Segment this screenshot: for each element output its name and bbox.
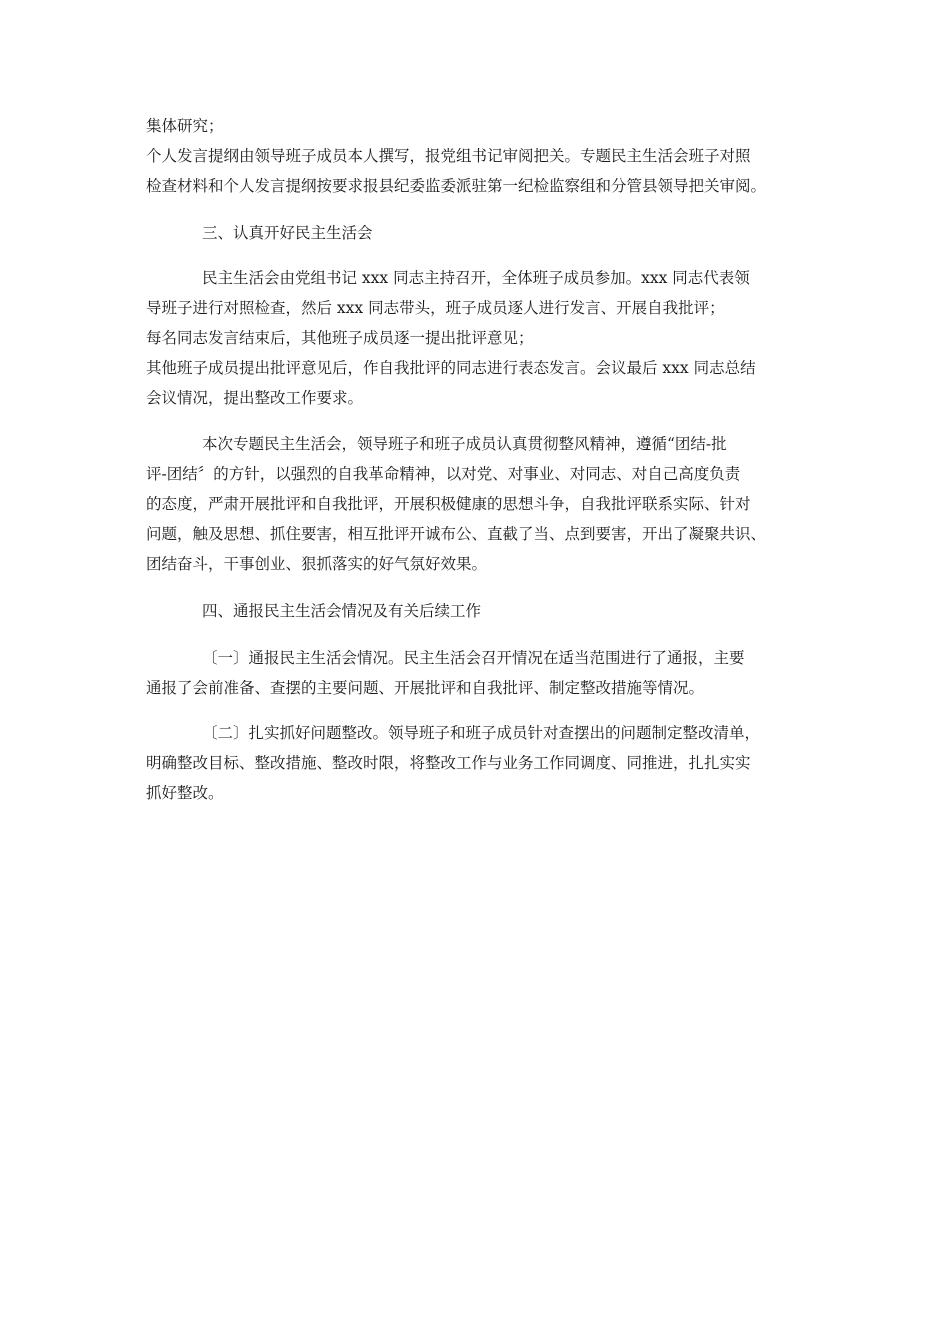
text-line: 集体研究；	[146, 117, 224, 135]
text-line: 会议情况，提出整改工作要求。	[146, 389, 364, 407]
section-heading-3	[146, 218, 818, 248]
text-line: 团结奋斗，干事创业、狠抓落实的好气氛好效果。	[146, 555, 488, 573]
heading-text: 四、通报民主生活会情况及有关后续工作	[202, 602, 482, 620]
text-line: 的态度，严肃开展批评和自我批评，开展积极健康的思想斗争，自我批评联系实际、针对	[146, 495, 751, 513]
text-line: 通报了会前准备、查摆的主要问题、开展批评和自我批评、制定整改措施等情况。	[146, 679, 705, 697]
paragraph-summary	[146, 429, 818, 579]
text-line: 问题，触及思想、抓住要害，相互批评开诚布公、直截了当、点到要害，开出了凝聚共识、	[146, 525, 767, 543]
text-line: 检查材料和个人发言提纲按要求报县纪委监委派驻第一纪检监察组和分管县领导把关审阅。	[146, 177, 767, 195]
text-line: 导班子进行对照检查，然后 xxx 同志带头，班子成员逐人进行发言、开展自我批评；	[146, 299, 725, 317]
text-line: 其他班子成员提出批评意见后，作自我批评的同志进行表态发言。会议最后 xxx 同志总结	[146, 359, 756, 377]
text-line: 本次专题民主生活会，领导班子和班子成员认真贯彻整风精神，遵循“团结-批	[202, 435, 727, 453]
paragraph-item-2	[146, 718, 818, 808]
paragraph-intro	[146, 111, 818, 201]
text-line: 民主生活会由党组书记 xxx 同志主持召开，全体班子成员参加。xxx 同志代表领	[202, 269, 750, 287]
paragraph-meeting	[146, 263, 818, 413]
text-line: 〔二〕扎实抓好问题整改。领导班子和班子成员针对查摆出的问题制定整改清单，	[202, 724, 761, 742]
heading-text: 三、认真开好民主生活会	[202, 224, 373, 242]
text-line: 明确整改目标、整改措施、整改时限，将整改工作与业务工作同调度、同推进，扎扎实实	[146, 754, 751, 772]
text-line: 个人发言提纲由领导班子成员本人撰写，报党组书记审阅把关。专题民主生活会班子对照	[146, 147, 751, 165]
text-line: 〔一〕通报民主生活会情况。民主生活会召开情况在适当范围进行了通报，主要	[202, 649, 745, 667]
paragraph-item-1	[146, 643, 818, 703]
text-line: 评-团结〞的方针，以强烈的自我革命精神，以对党、对事业、对同志、对自己高度负责	[146, 465, 741, 483]
text-line: 抓好整改。	[146, 784, 224, 802]
section-heading-4	[146, 596, 818, 626]
text-line: 每名同志发言结束后，其他班子成员逐一提出批评意见；	[146, 329, 534, 347]
